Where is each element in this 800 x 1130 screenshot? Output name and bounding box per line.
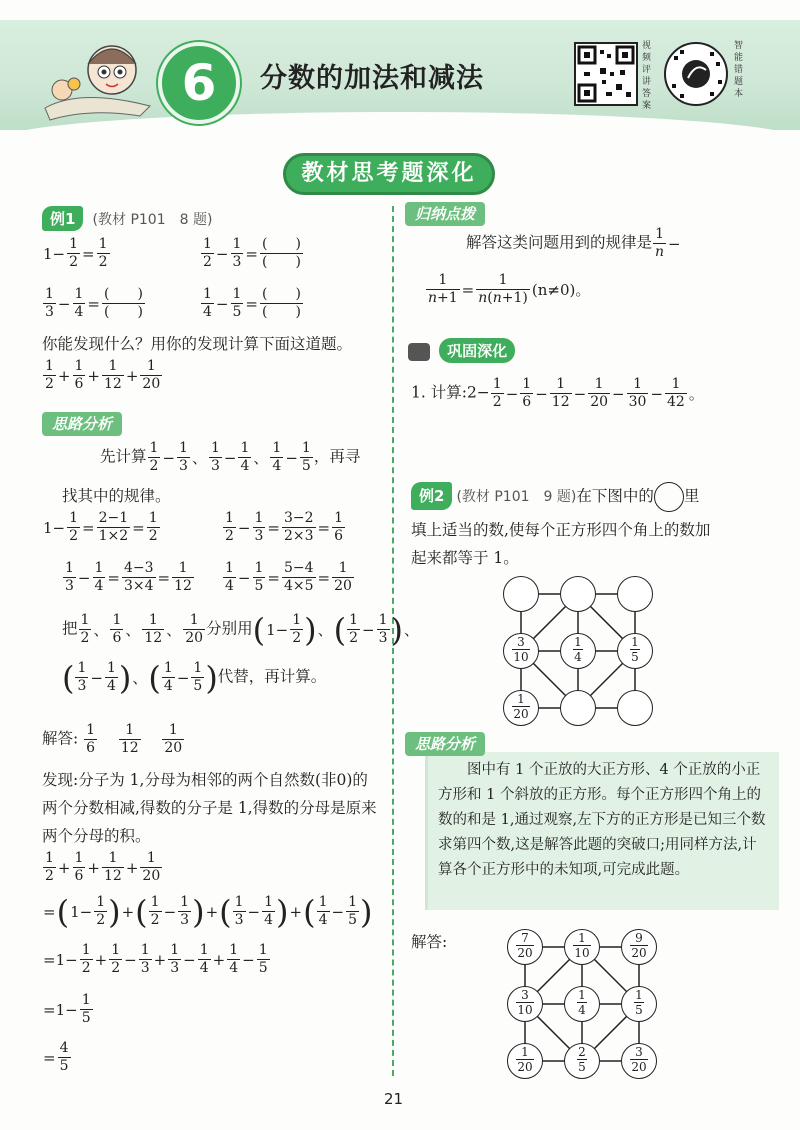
practice-fraction: $\frac{1}{6}$ — [522, 376, 532, 410]
answer-node: $\frac{9}{20}$ — [621, 929, 657, 965]
practice-item: 1. 计算:2− $\frac{1}{2}$ − $\frac{1}{6}$ − $\frac{1}{12}$ − $\frac{1}{20}$ − $\frac{1}{30}$ − $\frac{1}{42}$ 。 — [411, 376, 704, 410]
answer-node: $\frac{3}{10}$ — [507, 986, 543, 1022]
diagram-node-empty[interactable] — [560, 690, 596, 726]
hint2-box — [425, 752, 779, 910]
answer-node: $\frac{1}{20}$ — [507, 1043, 543, 1079]
answer1-step-2: =1− $\frac{1}{2}$ + $\frac{1}{2}$ − $\frac{1}{3}$ + $\frac{1}{3}$ − $\frac{1}{4}$ + $\frac{1}{4}$ − $\frac{1}{5}$ — [43, 942, 268, 976]
qr-code-left[interactable] — [574, 42, 638, 106]
diagram-node-empty[interactable] — [617, 690, 653, 726]
hint1-heading — [42, 412, 122, 436]
example1-expression: $\frac{1}{2}$ + $\frac{1}{6}$ + $\frac{1}{12}$ + $\frac{1}{20}$ — [45, 358, 161, 392]
hint1-calc-4: $\frac{1}{4}$ − $\frac{1}{5}$ = $\frac{5-4}{4\times 5}$ = $\frac{1}{20}$ — [225, 560, 352, 594]
example1-line-3: $\frac{1}{3}$ − $\frac{1}{4}$ = $\frac{( )}{( )}$ — [45, 286, 143, 320]
answer-node: $\frac{2}{5}$ — [564, 1043, 600, 1079]
summary-text: 解答这类问题用到的规律是 $\frac{1}{n}$ − — [466, 226, 681, 260]
answer1-discovery: 发现:分子为 1,分母为相邻的两个自然数(非0)的两个分数相减,得数的分子是 1,得数的分母是原来两个分母的积。 — [42, 771, 377, 845]
example1-source: (教材 P101 8 题) — [92, 212, 213, 228]
practice-item-label: 1. 计算:2− — [411, 383, 490, 402]
hint1-intro: 先计算 $\frac{1}{2}$ − $\frac{1}{3}$ 、 $\frac{1}{3}$ − $\frac{1}{4}$ 、 $\frac{1}{4}$ − $\frac{1}{5}$ ，再寻 — [100, 440, 361, 474]
blank-circle-icon — [654, 482, 684, 512]
example1-line-1: 1− $\frac{1}{2}$ = $\frac{1}{2}$ — [43, 236, 108, 270]
example1-question: 你能发现什么？用你的发现计算下面这道题。 — [42, 335, 353, 353]
hint1-replace-line1: 把 $\frac{1}{2}$ 、 $\frac{1}{6}$ 、 $\frac{1}{12}$ 、 $\frac{1}{20}$ 分别用(1− $\frac{1}{2}$ )、( $\frac{1}{2}$ − $\frac{1}{3}$ )、 — [62, 610, 420, 649]
answer1-step-1: =(1− $\frac{1}{2}$ )+( $\frac{1}{2}$ − $\frac{1}{3}$ )+( $\frac{1}{3}$ − $\frac{1}{4}$ )+( $\frac{1}{4}$ − $\frac{1}{5}$ ) — [43, 892, 373, 931]
hint1-calc-2: $\frac{1}{2}$ − $\frac{1}{3}$ = $\frac{3-2}{2\times 3}$ = $\frac{1}{6}$ — [225, 510, 344, 544]
hint1-replace-line2: ( $\frac{1}{3}$ − $\frac{1}{4}$ )、( $\frac{1}{4}$ − $\frac{1}{5}$ )代替，再计算。 — [62, 658, 327, 697]
qr-right-caption: 智能错题本 — [734, 41, 744, 99]
practice-fraction: $\frac{1}{30}$ — [628, 376, 647, 410]
answer1-fractions: 解答: $\frac{1}{6}$ $\frac{1}{12}$ $\frac{1}{20}$ — [42, 722, 183, 756]
example2-source: (教材 P101 9 题) — [456, 489, 577, 505]
chapter-number-badge: 6 — [158, 42, 240, 124]
answer1-step-0: $\frac{1}{2}$ + $\frac{1}{6}$ + $\frac{1}{12}$ + $\frac{1}{20}$ — [45, 850, 161, 884]
diagram-node-empty[interactable] — [503, 576, 539, 612]
practice-fraction: $\frac{1}{42}$ — [667, 376, 685, 410]
answer1-label: 解答: — [42, 729, 79, 748]
answer-node: $\frac{3}{20}$ — [621, 1043, 657, 1079]
answer1-step-3: =1− $\frac{1}{5}$ — [43, 992, 91, 1026]
summary-formula: $\frac{1}{n+1}$ = $\frac{1}{n(n+1)}$ (n≠0)。 — [428, 272, 591, 306]
answer-node: $\frac{7}{20}$ — [507, 929, 543, 965]
chapter-title: 分数的加法和减法 — [260, 63, 484, 94]
robot-icon — [408, 343, 430, 361]
expression-fraction: $\frac{1}{6}$ — [74, 358, 84, 392]
hint1-label: 思路分析 — [42, 412, 122, 436]
answer1-step-4: = $\frac{4}{5}$ — [43, 1040, 69, 1074]
hint1-intro-line2: 找其中的规律。 — [62, 487, 171, 505]
qr-left-caption: 视频评讲答案 — [642, 41, 652, 111]
example2-text3: 起来都等于 1。 — [411, 549, 519, 567]
example2-text2: 填上适当的数,使每个正方形四个角上的数加 — [411, 521, 711, 539]
diagram-node-given: $\frac{1}{5}$ — [617, 633, 653, 669]
summary-heading — [405, 202, 485, 226]
example2-tag: 例2 — [411, 482, 452, 510]
answer2-diagram — [507, 929, 657, 1079]
practice-fraction: $\frac{1}{12}$ — [551, 376, 570, 410]
page-number: 21 — [384, 1090, 404, 1108]
expression-fraction: $\frac{1}{2}$ — [45, 358, 54, 392]
diagram-node-empty[interactable] — [560, 576, 596, 612]
diagram-node-given: $\frac{1}{20}$ — [503, 690, 539, 726]
example1-line-4: $\frac{1}{4}$ − $\frac{1}{5}$ = $\frac{( )}{( )}$ — [203, 286, 301, 320]
blank-fraction[interactable]: $\frac{( )}{( )}$ — [104, 286, 143, 320]
section-banner: 教材思考题深化 — [283, 153, 495, 195]
example2-diagram — [503, 576, 653, 726]
diagram-node-empty[interactable] — [617, 576, 653, 612]
example1-tag: 例1 — [42, 206, 83, 231]
summary-label: 归纳点拨 — [405, 202, 485, 226]
hint2-text: 图中有 1 个正放的大正方形、4 个正放的小正方形和 1 个斜放的正方形。每个正方形四个角上的数的和是 1,通过观察,左下方的正方形是已知三个数求第四个数,这是解答此题的突破口;用同样方法,计算各个正方形中的未知项,可完成此题。 — [438, 762, 766, 878]
example1-line-2: $\frac{1}{2}$ − $\frac{1}{3}$ = $\frac{( )}{( )}$ — [203, 236, 301, 270]
example2-heading: 例2 (教材 P101 9 题)在下图中的 里 — [411, 482, 699, 512]
hint1-calc-3: $\frac{1}{3}$ − $\frac{1}{4}$ = $\frac{4-3}{3\times 4}$ = $\frac{1}{12}$ — [65, 560, 192, 594]
mascot-illustration — [40, 28, 160, 128]
page-header — [0, 0, 800, 140]
expression-fraction: $\frac{1}{12}$ — [104, 358, 122, 392]
answer-node: $\frac{1}{5}$ — [621, 986, 657, 1022]
hint1-calc-1: 1− $\frac{1}{2}$ = $\frac{2-1}{1\times 2}$ = $\frac{1}{2}$ — [43, 510, 158, 544]
diagram-node-given: $\frac{1}{4}$ — [560, 633, 596, 669]
practice-fraction: $\frac{1}{20}$ — [590, 376, 609, 410]
answer-node: $\frac{1}{10}$ — [564, 929, 600, 965]
qr-code-right[interactable] — [664, 42, 728, 106]
practice-heading — [408, 338, 515, 363]
answer-node: $\frac{1}{4}$ — [564, 986, 600, 1022]
hint2-label: 思路分析 — [405, 732, 485, 756]
blank-fraction[interactable]: $\frac{( )}{( )}$ — [262, 236, 301, 270]
example1-heading — [42, 206, 212, 231]
diagram-node-given: $\frac{3}{10}$ — [503, 633, 539, 669]
answer2-label: 解答: — [411, 933, 448, 951]
hint2-heading — [405, 732, 485, 756]
expression-fraction: $\frac{1}{20}$ — [142, 358, 161, 392]
practice-label: 巩固深化 — [439, 338, 515, 363]
blank-fraction[interactable]: $\frac{( )}{( )}$ — [262, 286, 301, 320]
practice-fraction: $\frac{1}{2}$ — [492, 376, 502, 410]
